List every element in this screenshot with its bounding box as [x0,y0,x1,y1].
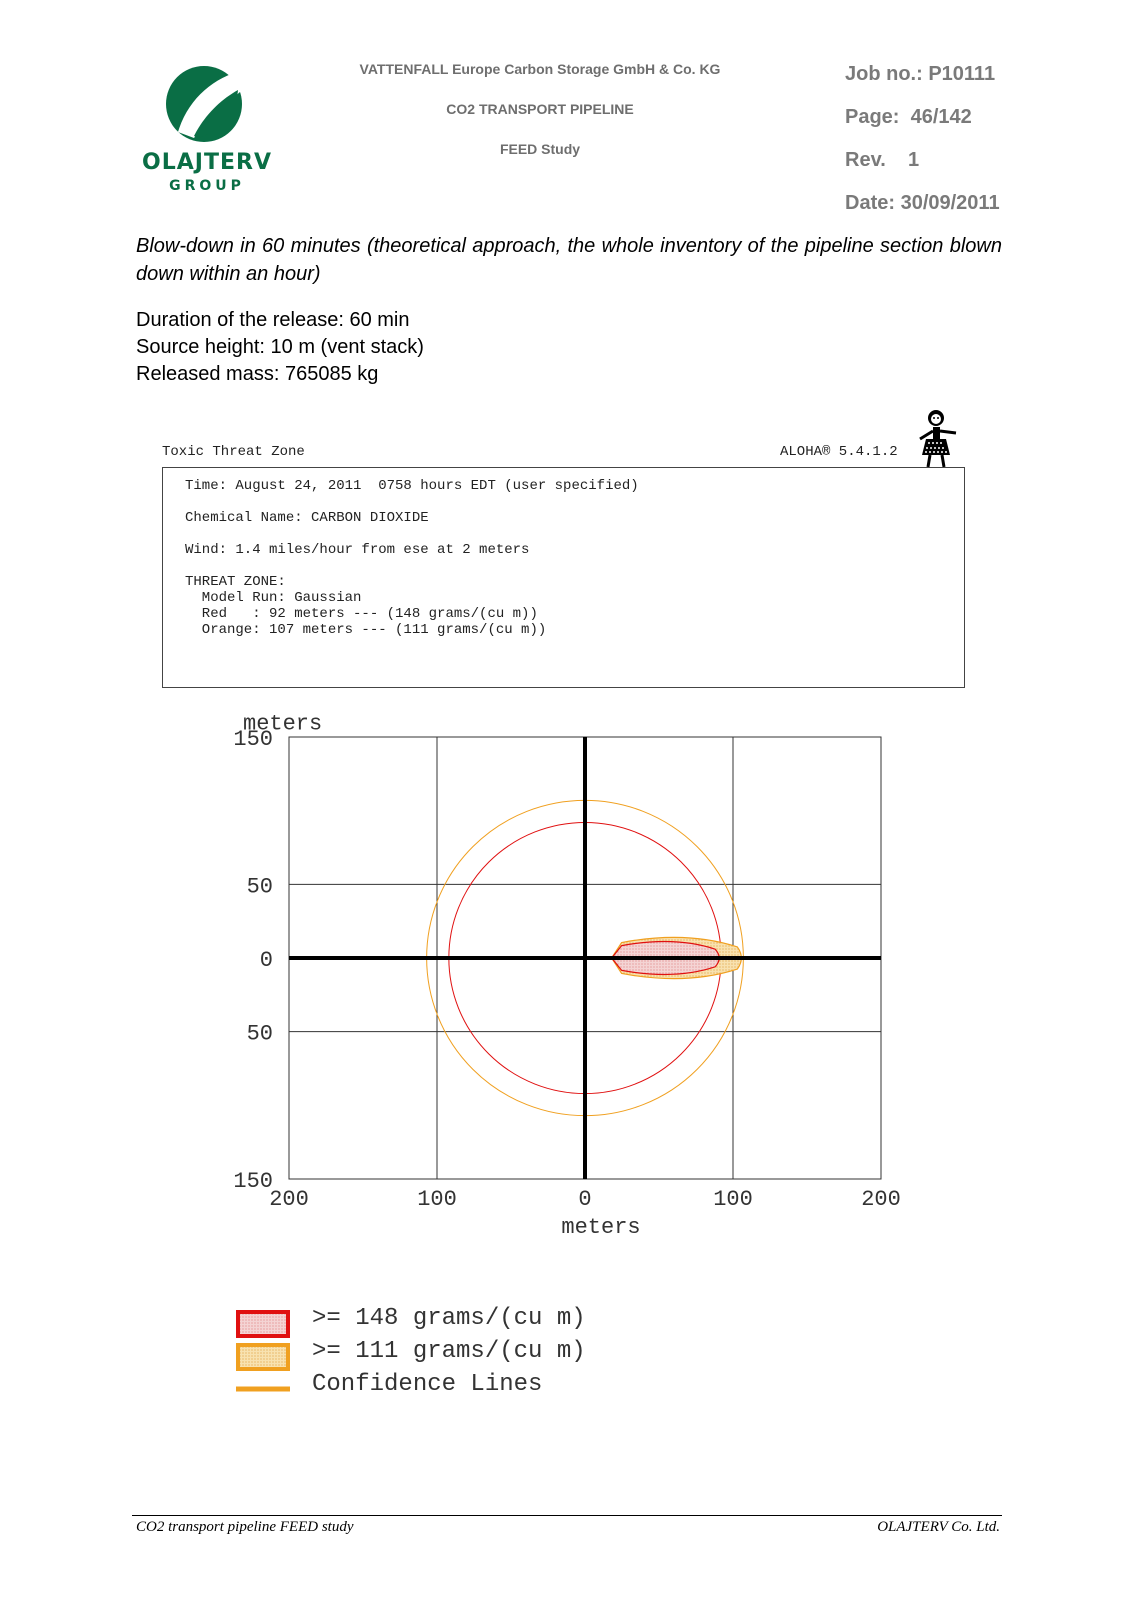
job-number: Job no.: P10111 [845,63,996,85]
legend-red-label: >= 148 grams/(cu m) [312,1305,586,1332]
date: Date: 30/09/2011 [845,192,1000,214]
aloha-time: Time: August 24, 2011 0758 hours EDT (user specified) [185,478,639,494]
legend-orange-label: >= 111 grams/(cu m) [312,1338,586,1365]
aloha-title: Toxic Threat Zone [162,444,305,460]
section-heading: Blow-down in 60 minutes (theoretical approach, the whole inventory of the pipeline section blown down within an hour) [136,235,1002,285]
release-parameters [136,307,424,388]
legend-confidence-label: Confidence Lines [312,1371,543,1398]
y-tick-label: 50 [246,874,273,900]
x-axis-label: meters [561,1215,641,1240]
source-height-text: Source height: 10 m (vent stack) [136,336,424,358]
logo-group: GROUP [169,178,245,194]
x-tick-label: 100 [713,1187,753,1212]
y-tick-label: 0 [259,948,273,973]
y-tick-label: 50 [246,1021,273,1047]
header-project: CO2 TRANSPORT PIPELINE [446,101,634,117]
legend-swatches [236,1310,292,1400]
threat-zone-plot [215,705,925,1265]
revision: Rev. 1 [845,149,920,171]
y-tick-label: 150 [233,727,273,752]
aloha-wind: Wind: 1.4 miles/hour from ese at 2 meters [185,542,530,558]
logo-name: OLAJTERV [142,150,272,175]
header-company: VATTENFALL Europe Carbon Storage GmbH & Co. KG [359,61,721,77]
duration-text: Duration of the release: 60 min [136,309,410,331]
legend-orange-swatch [238,1345,288,1369]
footer-left: CO2 transport pipeline FEED study [136,1519,354,1535]
x-tick-label: 200 [861,1187,901,1212]
aloha-chemical: Chemical Name: CARBON DIOXIDE [185,510,429,526]
x-tick-label: 100 [417,1187,457,1212]
y-axis-label: meters [243,711,323,737]
aloha-version: ALOHA® 5.4.1.2 [780,444,898,460]
page-number: Page: 46/142 [845,106,972,128]
aloha-model-run: Model Run: Gaussian [185,590,362,606]
legend-red-swatch [238,1312,288,1336]
x-tick-label: 0 [578,1187,592,1212]
footer-rule [132,1515,1002,1516]
y-tick-label: 150 [233,1169,273,1194]
x-tick-label: 200 [269,1187,309,1212]
aloha-summary-box [162,467,965,688]
aloha-orange-zone: Orange: 107 meters --- (111 grams/(cu m)) [185,622,547,638]
released-mass-text: Released mass: 765085 kg [136,363,379,385]
header-study: FEED Study [499,141,581,157]
footer-right: OLAJTERV Co. Ltd. [877,1519,1000,1535]
aloha-red-zone: Red : 92 meters --- (148 grams/(cu m)) [185,606,538,622]
hula-girl-icon [912,409,962,469]
aloha-threat-zone: THREAT ZONE: [185,574,286,590]
